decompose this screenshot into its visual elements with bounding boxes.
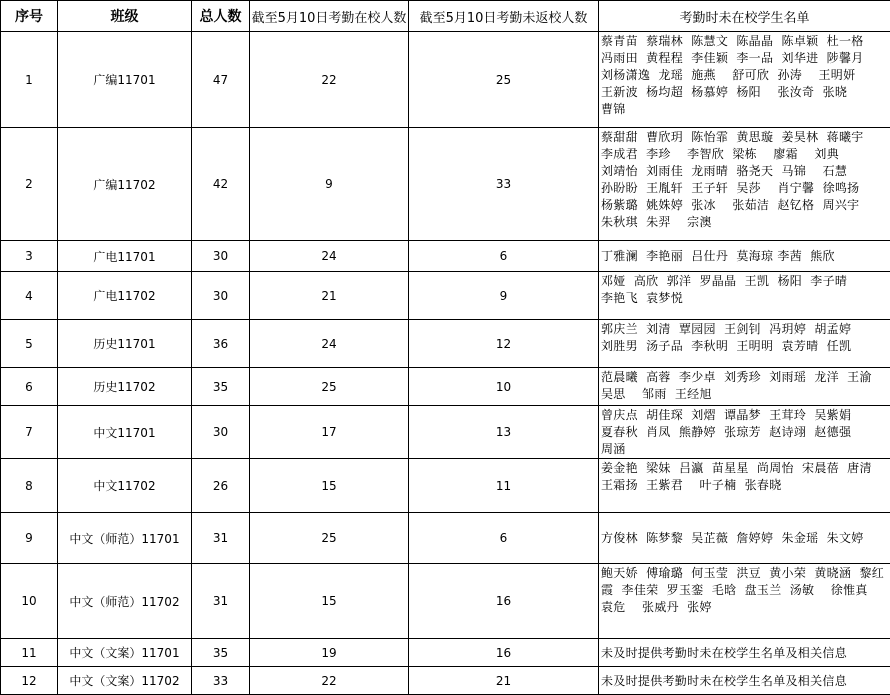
- row-not-returned-cell[interactable]: 9: [409, 272, 599, 320]
- row-not-returned-cell[interactable]: 25: [409, 32, 599, 128]
- header-absent-list[interactable]: 考勤时未在校学生名单: [599, 1, 890, 32]
- row-total-cell[interactable]: 33: [192, 667, 250, 695]
- row-index-cell[interactable]: 7: [1, 406, 58, 459]
- row-names-cell[interactable]: 曾庆点 胡佳琛 刘熠 谭晶梦 王茸玲 吴紫娟 夏春秋 肖凤 熊静婷 张琼芳 赵诗翊 赵德强 周涵: [599, 406, 890, 459]
- table-row: [1, 241, 890, 272]
- row-class-cell[interactable]: 中文（师范）11702: [58, 564, 192, 639]
- table-row: [1, 667, 890, 695]
- header-row: [1, 1, 890, 32]
- table-row: [1, 368, 890, 406]
- table-row: [1, 406, 890, 459]
- row-index-cell[interactable]: 5: [1, 320, 58, 368]
- table-row: [1, 564, 890, 639]
- table-row: [1, 272, 890, 320]
- row-class-cell[interactable]: 广编11701: [58, 32, 192, 128]
- row-names-cell[interactable]: 邓娅 高欣 郭洋 罗晶晶 王凯 杨阳 李子晴 李艳飞 袁梦悦: [599, 272, 890, 320]
- row-class-cell[interactable]: 中文（师范）11701: [58, 513, 192, 564]
- row-names-cell[interactable]: 范晨曦 高蓉 李少卓 刘秀珍 刘雨瑶 龙洋 王渝 吴思 邹雨 王经旭: [599, 368, 890, 406]
- row-on-campus-cell[interactable]: 15: [250, 459, 409, 513]
- row-total-cell[interactable]: 31: [192, 513, 250, 564]
- row-total-cell[interactable]: 35: [192, 639, 250, 667]
- row-class-cell[interactable]: 中文11701: [58, 406, 192, 459]
- row-not-returned-cell[interactable]: 10: [409, 368, 599, 406]
- row-class-cell[interactable]: 广编11702: [58, 128, 192, 241]
- header-index[interactable]: 序号: [1, 1, 58, 32]
- row-total-cell[interactable]: 35: [192, 368, 250, 406]
- row-total-cell[interactable]: 31: [192, 564, 250, 639]
- row-class-cell[interactable]: 历史11701: [58, 320, 192, 368]
- row-on-campus-cell[interactable]: 21: [250, 272, 409, 320]
- row-names-cell[interactable]: 未及时提供考勤时未在校学生名单及相关信息: [599, 639, 890, 667]
- row-not-returned-cell[interactable]: 21: [409, 667, 599, 695]
- header-total[interactable]: 总人数: [192, 1, 250, 32]
- row-total-cell[interactable]: 36: [192, 320, 250, 368]
- row-not-returned-cell[interactable]: 11: [409, 459, 599, 513]
- row-names-cell[interactable]: 郭庆兰 刘清 覃园园 王剑钊 冯玥婷 胡孟婷 刘胜男 汤子品 李秋明 王明明 袁芳晴 任凯: [599, 320, 890, 368]
- row-names-cell[interactable]: 丁雅澜 李艳丽 吕仕丹 莫海琼 李茜 熊欣: [599, 241, 890, 272]
- row-on-campus-cell[interactable]: 22: [250, 32, 409, 128]
- row-index-cell[interactable]: 6: [1, 368, 58, 406]
- row-index-cell[interactable]: 1: [1, 32, 58, 128]
- row-index-cell[interactable]: 4: [1, 272, 58, 320]
- table-row: [1, 128, 890, 241]
- row-on-campus-cell[interactable]: 19: [250, 639, 409, 667]
- row-not-returned-cell[interactable]: 13: [409, 406, 599, 459]
- row-not-returned-cell[interactable]: 6: [409, 513, 599, 564]
- row-on-campus-cell[interactable]: 22: [250, 667, 409, 695]
- row-total-cell[interactable]: 30: [192, 272, 250, 320]
- row-names-cell[interactable]: 方俊林 陈梦黎 吴芷薇 詹婷婷 朱金瑶 朱文婷: [599, 513, 890, 564]
- row-not-returned-cell[interactable]: 33: [409, 128, 599, 241]
- row-class-cell[interactable]: 中文（文案）11702: [58, 667, 192, 695]
- row-not-returned-cell[interactable]: 12: [409, 320, 599, 368]
- row-total-cell[interactable]: 26: [192, 459, 250, 513]
- row-names-cell[interactable]: 姜金艳 梁妹 吕瀛 苗星星 尚周怡 宋晨蓓 唐清 王霜扬 王紫君 叶子楠 张春晓: [599, 459, 890, 513]
- row-class-cell[interactable]: 中文11702: [58, 459, 192, 513]
- row-not-returned-cell[interactable]: 16: [409, 639, 599, 667]
- row-on-campus-cell[interactable]: 25: [250, 513, 409, 564]
- row-total-cell[interactable]: 47: [192, 32, 250, 128]
- row-names-cell[interactable]: 蔡甜甜 曹欣玥 陈怡霏 黄思璇 姜昊林 蒋曦宇 李成君 李珍 李智欣 梁栋 廖霜 刘典 刘靖怡 刘雨佳 龙雨晴 骆尧天 马锦 石慧 孙盼盼 王胤轩 王子轩 吴莎 肖宁馨 徐鸣扬 杨紫璐 姚姝婷 张冰 张茹洁 赵钇格 周兴宇 朱秋琪 朱羿 宗澳: [599, 128, 890, 241]
- row-index-cell[interactable]: 10: [1, 564, 58, 639]
- row-index-cell[interactable]: 9: [1, 513, 58, 564]
- table-row: [1, 320, 890, 368]
- row-not-returned-cell[interactable]: 16: [409, 564, 599, 639]
- row-names-cell[interactable]: 蔡青苗 蔡瑞林 陈慧文 陈晶晶 陈卓颖 杜一格 冯雨田 黄程程 李佳颖 李一品 刘华进 陟馨月 刘杨潇逸 龙瑶 施燕 舒可欣 孙涛 王明妍 王新波 杨均超 杨慕婷 杨阳 张汝奇 张晓 曹锦: [599, 32, 890, 128]
- table-row: [1, 459, 890, 513]
- row-total-cell[interactable]: 30: [192, 406, 250, 459]
- row-index-cell[interactable]: 12: [1, 667, 58, 695]
- row-total-cell[interactable]: 42: [192, 128, 250, 241]
- row-index-cell[interactable]: 8: [1, 459, 58, 513]
- header-on-campus[interactable]: 截至5月10日考勤在校人数: [250, 1, 409, 32]
- row-index-cell[interactable]: 2: [1, 128, 58, 241]
- row-class-cell[interactable]: 广电11702: [58, 272, 192, 320]
- table-row: [1, 32, 890, 128]
- row-on-campus-cell[interactable]: 25: [250, 368, 409, 406]
- row-index-cell[interactable]: 3: [1, 241, 58, 272]
- header-class[interactable]: 班级: [58, 1, 192, 32]
- row-index-cell[interactable]: 11: [1, 639, 58, 667]
- table-row: [1, 639, 890, 667]
- row-on-campus-cell[interactable]: 24: [250, 241, 409, 272]
- row-names-cell[interactable]: 未及时提供考勤时未在校学生名单及相关信息: [599, 667, 890, 695]
- row-not-returned-cell[interactable]: 6: [409, 241, 599, 272]
- row-class-cell[interactable]: 历史11702: [58, 368, 192, 406]
- row-on-campus-cell[interactable]: 9: [250, 128, 409, 241]
- table-row: [1, 513, 890, 564]
- header-not-returned[interactable]: 截至5月10日考勤未返校人数: [409, 1, 599, 32]
- row-names-cell[interactable]: 鲍天娇 傅瑜璐 何玉莹 洪豆 黄小荣 黄晓涵 黎红 霞 李佳荣 罗玉銮 毛晗 盘玉兰 汤敏 徐惟真 袁危 张威丹 张婷: [599, 564, 890, 639]
- row-on-campus-cell[interactable]: 17: [250, 406, 409, 459]
- row-total-cell[interactable]: 30: [192, 241, 250, 272]
- row-class-cell[interactable]: 中文（文案）11701: [58, 639, 192, 667]
- row-on-campus-cell[interactable]: 15: [250, 564, 409, 639]
- row-class-cell[interactable]: 广电11701: [58, 241, 192, 272]
- row-on-campus-cell[interactable]: 24: [250, 320, 409, 368]
